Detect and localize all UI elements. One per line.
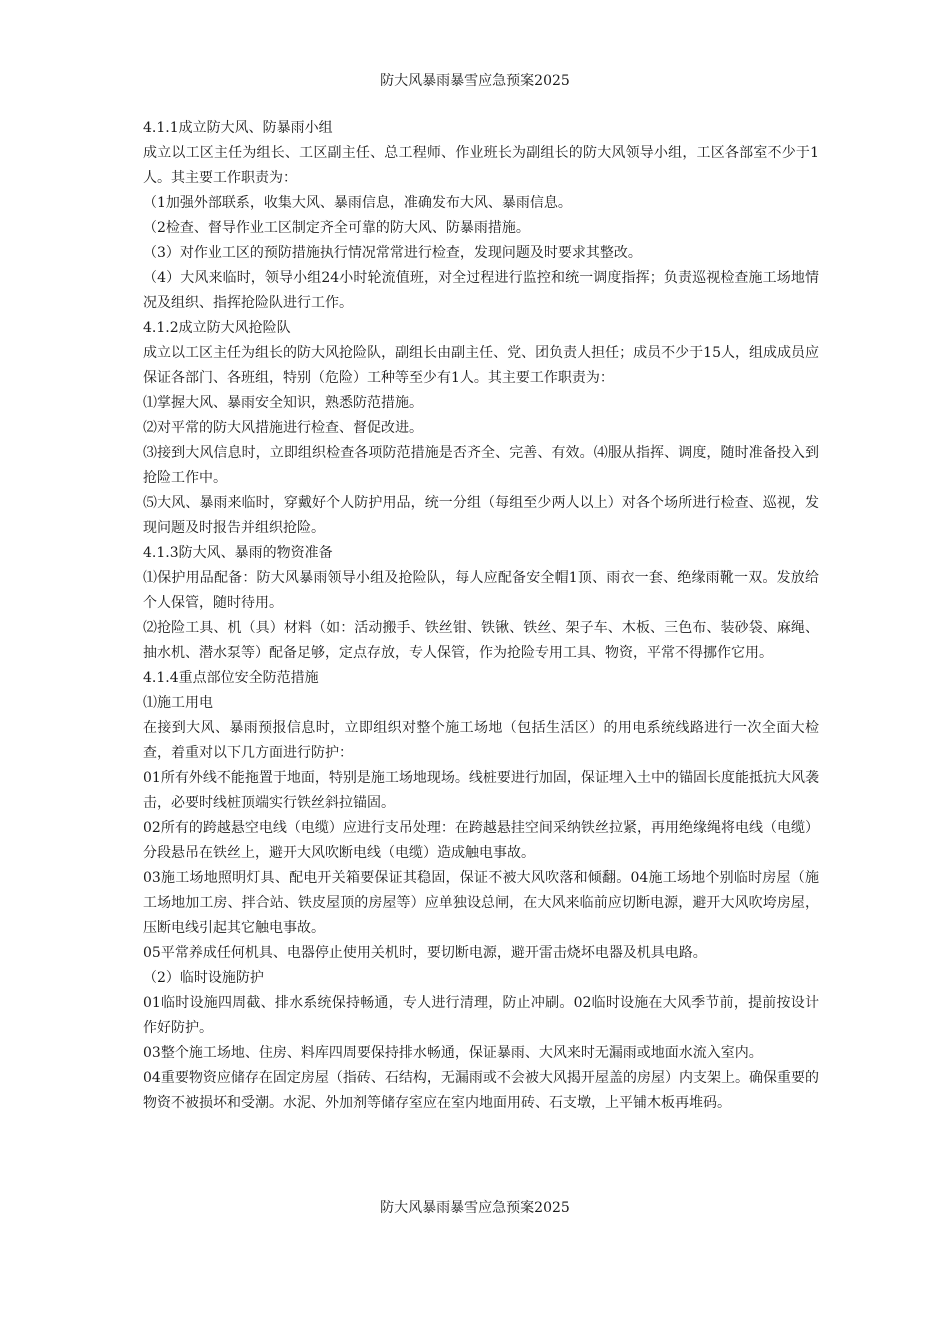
list-item: （1加强外部联系，收集大风、暴雨信息，准确发布大风、暴雨信息。: [143, 195, 572, 211]
list-item: ⑴掌握大风、暴雨安全知识，熟悉防范措施。: [143, 395, 423, 411]
list-item: ⑵抢险工具、机（具）材料（如：活动搬手、铁丝钳、铁锹、铁丝、架子车、木板、三色布、装砂袋、麻绳、抽水机、潜水泵等）配备足够，定点存放，专人保管，作为抢险专用工具、物资，平常不得挪作它用。: [143, 620, 819, 661]
list-item: 05平常养成任何机具、电器停止使用关机时，要切断电源，避开雷击烧坏电器及机具电路。: [143, 945, 707, 961]
list-item: （3）对作业工区的预防措施执行情况常常进行检查，发现问题及时要求其整改。: [143, 245, 642, 261]
list-item: ⑸大风、暴雨来临时，穿戴好个人防护用品，统一分组（每组至少两人以上）对各个场所进行检查、巡视，发现问题及时报告并组织抢险。: [143, 495, 819, 536]
subheading: （2）临时设施防护: [143, 970, 264, 986]
paragraph: 成立以工区主任为组长的防大风抢险队，副组长由副主任、党、团负责人担任；成员不少于15人，组成成员应保证各部门、各班组，特别（危险）工种等至少有1人。其主要工作职责为：: [143, 345, 819, 386]
list-item: （4）大风来临时，领导小组24小时轮流值班，对全过程进行监控和统一调度指挥；负责巡视检查施工场地情况及组织、指挥抢险队进行工作。: [143, 270, 819, 311]
section-heading-4-1-3: 4.1.3防大风、暴雨的物资准备: [143, 545, 333, 561]
list-item: 03整个施工场地、住房、料库四周要保持排水畅通，保证暴雨、大风来时无漏雨或地面水流入室内。: [143, 1045, 763, 1061]
list-item: 02所有的跨越悬空电线（电缆）应进行支吊处理：在跨越悬挂空间采纳铁丝拉紧，再用绝缘绳将电线（电缆）分段悬吊在铁丝上，避开大风吹断电线（电缆）造成触电事故。: [143, 820, 819, 861]
section-heading-4-1-4: 4.1.4重点部位安全防范措施: [143, 670, 319, 686]
section-heading-4-1-1: 4.1.1成立防大风、防暴雨小组: [143, 120, 333, 136]
section-heading-4-1-2: 4.1.2成立防大风抢险队: [143, 320, 291, 336]
list-item: ⑶接到大风信息时，立即组织检查各项防范措施是否齐全、完善、有效。⑷服从指挥、调度，随时准备投入到抢险工作中。: [143, 445, 819, 486]
subheading: ⑴施工用电: [143, 695, 213, 711]
list-item: 01临时设施四周截、排水系统保持畅通，专人进行清理，防止冲刷。02临时设施在大风季节前，提前按设计作好防护。: [143, 995, 819, 1036]
document-body: [143, 116, 819, 1116]
running-footer: 防大风暴雨暴雪应急预案2025: [380, 1200, 570, 1216]
paragraph: 在接到大风、暴雨预报信息时，立即组织对整个施工场地（包括生活区）的用电系统线路进行一次全面大检查，着重对以下几方面进行防护：: [143, 720, 819, 761]
running-header: 防大风暴雨暴雪应急预案2025: [380, 73, 570, 89]
list-item: ⑵对平常的防大风措施进行检查、督促改进。: [143, 420, 423, 436]
list-item: 04重要物资应储存在固定房屋（指砖、石结构，无漏雨或不会被大风揭开屋盖的房屋）内支架上。确保重要的物资不被损坏和受潮。水泥、外加剂等储存室应在室内地面用砖、石支墩，上平铺木板再堆码。: [143, 1070, 819, 1111]
list-item: 01所有外线不能拖置于地面，特别是施工场地现场。线桩要进行加固，保证埋入土中的锚固长度能抵抗大风袭击，必要时线桩顶端实行铁丝斜拉锚固。: [143, 770, 819, 811]
paragraph: 成立以工区主任为组长、工区副主任、总工程师、作业班长为副组长的防大风领导小组，工区各部室不少于1人。其主要工作职责为：: [143, 145, 819, 186]
list-item: （2检查、督导作业工区制定齐全可靠的防大风、防暴雨措施。: [143, 220, 530, 236]
list-item: ⑴保护用品配备：防大风暴雨领导小组及抢险队，每人应配备安全帽1顶、雨衣一套、绝缘雨靴一双。发放给个人保管，随时待用。: [143, 570, 819, 611]
list-item: 03施工场地照明灯具、配电开关箱要保证其稳固，保证不被大风吹落和倾翻。04施工场地个别临时房屋（施工场地加工房、拌合站、铁皮屋顶的房屋等）应单独设总闸，在大风来临前应切断电源，避开大风吹垮房屋，压断电线引起其它触电事故。: [143, 870, 819, 936]
